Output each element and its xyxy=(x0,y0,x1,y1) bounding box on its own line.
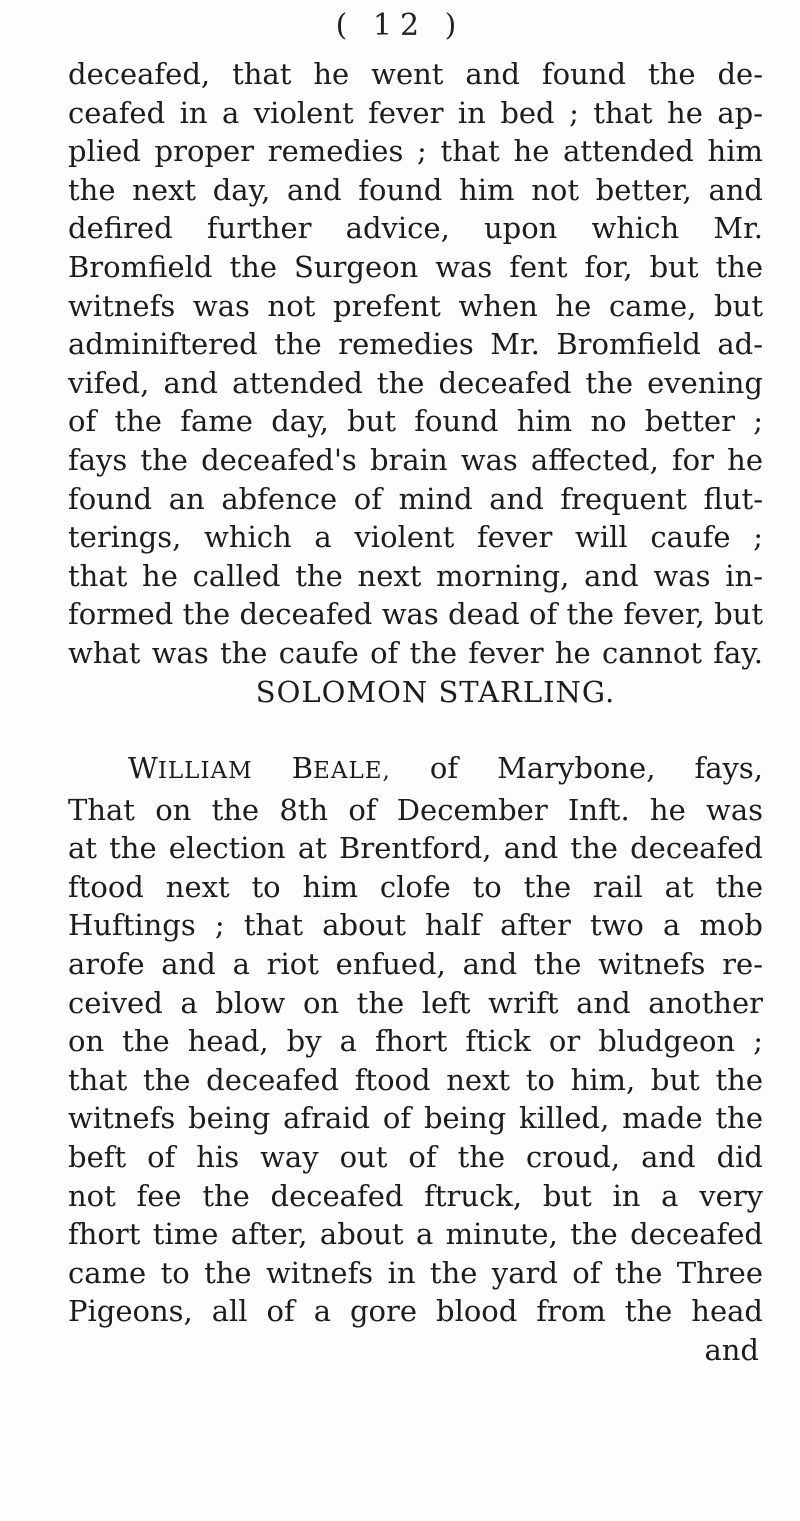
text-line: of the fame day, but found him no better ; xyxy=(68,404,763,439)
text-line: the next day, and found him not better, and xyxy=(68,172,763,207)
text-line: fhort time after, about a minute, the deceafed xyxy=(68,1217,763,1252)
text-line-opening xyxy=(68,749,763,791)
text-line: That on the 8th of December Inft. he was xyxy=(68,792,763,827)
opening-rest: of Marybone, fays, xyxy=(429,751,763,786)
catchword: and xyxy=(704,1333,759,1367)
page-text xyxy=(68,55,763,1370)
text-line: that he called the next morning, and was in- xyxy=(68,558,763,593)
text-line: formed the deceafed was dead of the fever, but xyxy=(68,597,763,632)
name-rest: ILLIAM xyxy=(157,758,253,785)
text-line: Bromfield the Surgeon was fent for, but the xyxy=(68,249,763,284)
text-line: terings, which a violent fever will caufe ; xyxy=(68,520,763,555)
text-line: ftood next to him clofe to the rail at the xyxy=(68,869,763,904)
page-number: ( 12 ) xyxy=(335,8,465,43)
text-line: that the deceafed ftood next to him, but the xyxy=(68,1062,763,1097)
text-line: not fee the deceafed ftruck, but in a very xyxy=(68,1178,763,1213)
signature: SOLOMON STARLING. xyxy=(255,674,616,709)
text-line: plied proper remedies ; that he attended him xyxy=(68,134,763,169)
text-line: arofe and a riot enfued, and the witnefs re- xyxy=(68,947,763,982)
text-line: found an abfence of mind and frequent flut- xyxy=(68,481,763,516)
text-line: Pigeons, all of a gore blood from the head xyxy=(68,1294,763,1329)
paragraph-gap xyxy=(68,711,763,749)
text-line: witnefs was not prefent when he came, but xyxy=(68,288,763,323)
text-line: ceived a blow on the left wrift and another xyxy=(68,985,763,1020)
text-line: came to the witnefs in the yard of the Three xyxy=(68,1255,763,1290)
text-line: at the election at Brentford, and the deceafed xyxy=(68,831,763,866)
text-line: on the head, by a fhort ftick or bludgeon ; xyxy=(68,1024,763,1059)
text-line: deceafed, that he went and found the de- xyxy=(68,57,763,91)
surname-initial: B xyxy=(291,751,314,786)
text-line: what was the caufe of the fever he cannot fay. xyxy=(68,635,763,670)
text-line: fays the deceafed's brain was affected, for he xyxy=(68,442,763,477)
text-line: defired further advice, upon which Mr. xyxy=(68,211,763,246)
text-line: adminiftered the remedies Mr. Bromfield ad- xyxy=(68,327,763,362)
text-line: witnefs being afraid of being killed, made the xyxy=(68,1101,763,1136)
text-line: ceafed in a violent fever in bed ; that he ap- xyxy=(68,95,763,130)
text-line: beft of his way out of the croud, and did xyxy=(68,1140,763,1175)
surname-rest: EALE, xyxy=(313,758,391,785)
text-line: vifed, and attended the deceafed the evening xyxy=(68,365,763,400)
text-line: Huftings ; that about half after two a mob xyxy=(68,908,763,943)
name-initial: W xyxy=(128,751,158,786)
